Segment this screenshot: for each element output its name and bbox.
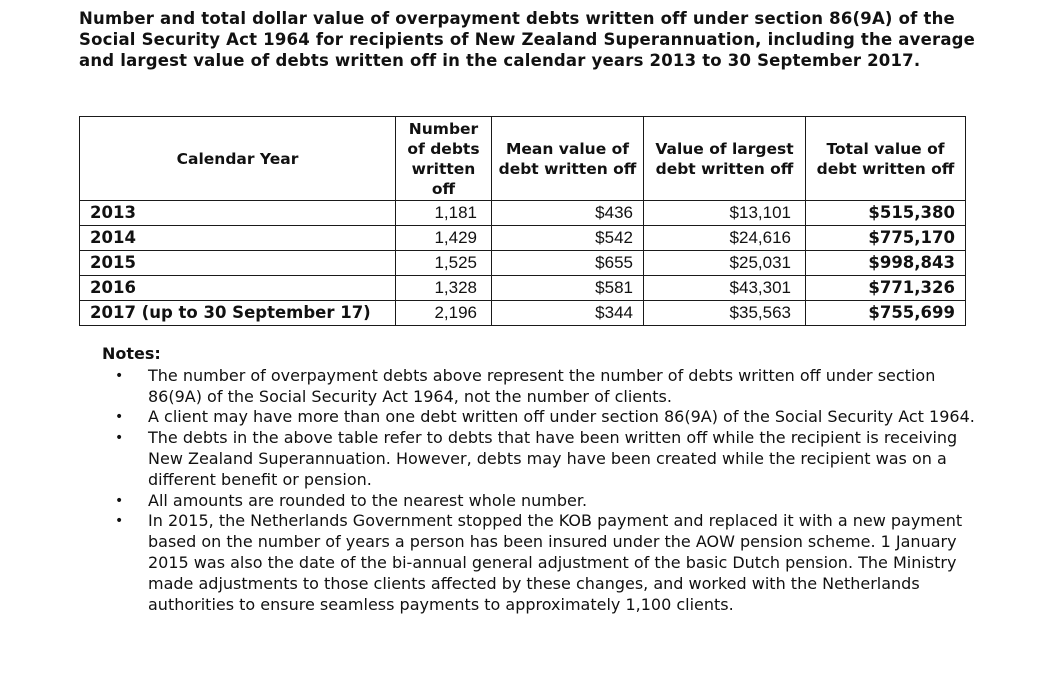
bullet-icon: • bbox=[115, 492, 124, 509]
cell-largest: $43,301 bbox=[644, 276, 806, 301]
cell-year: 2014 bbox=[80, 226, 396, 251]
cell-total: $755,699 bbox=[806, 301, 966, 326]
notes-heading: Notes: bbox=[102, 344, 161, 363]
document-title: Number and total dollar value of overpayment debts written off under section 86(9A) of the Social Security Act 1964 for recipients of New Zealand Superannuation, including the average and largest value of debts written off in the calendar years 2013 to 30 September 2017. bbox=[79, 9, 976, 70]
notes-list bbox=[102, 366, 982, 616]
note-text: The number of overpayment debts above represent the number of debts written off under section 86(9A) of the Social Security Act 1964, not the number of clients. bbox=[148, 365, 936, 406]
cell-year: 2016 bbox=[80, 276, 396, 301]
cell-mean: $542 bbox=[492, 226, 644, 251]
bullet-icon: • bbox=[115, 513, 124, 530]
cell-mean: $581 bbox=[492, 276, 644, 301]
header-largest-debt: Value of largest debt written off bbox=[644, 117, 806, 201]
cell-total: $998,843 bbox=[806, 251, 966, 276]
cell-year: 2013 bbox=[80, 201, 396, 226]
table-row bbox=[80, 201, 966, 226]
cell-number: 1,328 bbox=[396, 276, 492, 301]
cell-total: $515,380 bbox=[806, 201, 966, 226]
cell-year: 2015 bbox=[80, 251, 396, 276]
header-mean-value: Mean value of debt written off bbox=[492, 117, 644, 201]
table-header-row bbox=[80, 117, 966, 201]
cell-mean: $655 bbox=[492, 251, 644, 276]
cell-number: 1,429 bbox=[396, 226, 492, 251]
cell-number: 1,181 bbox=[396, 201, 492, 226]
note-text: The debts in the above table refer to debts that have been written off while the recipient is receiving New Zealand Superannuation. However, debts may have been created while the recipient was on a different benefit or pension. bbox=[148, 428, 958, 489]
cell-number: 2,196 bbox=[396, 301, 492, 326]
table-row bbox=[80, 226, 966, 251]
table-row bbox=[80, 251, 966, 276]
cell-year: 2017 (up to 30 September 17) bbox=[80, 301, 396, 326]
list-item bbox=[102, 511, 982, 615]
cell-largest: $13,101 bbox=[644, 201, 806, 226]
cell-total: $775,170 bbox=[806, 226, 966, 251]
cell-mean: $436 bbox=[492, 201, 644, 226]
note-text: All amounts are rounded to the nearest whole number. bbox=[148, 490, 588, 510]
list-item bbox=[102, 428, 982, 490]
header-calendar-year: Calendar Year bbox=[80, 117, 396, 201]
bullet-icon: • bbox=[115, 367, 124, 384]
table-row bbox=[80, 301, 966, 326]
cell-largest: $25,031 bbox=[644, 251, 806, 276]
bullet-icon: • bbox=[115, 409, 124, 426]
header-total-value: Total value of debt written off bbox=[806, 117, 966, 201]
cell-mean: $344 bbox=[492, 301, 644, 326]
table-row bbox=[80, 276, 966, 301]
note-text: In 2015, the Netherlands Government stopped the KOB payment and replaced it with a new payment based on the number of years a person has been insured under the AOW pension scheme. 1 January 2015 was also the date of the bi-annual general adjustment of the basic Dutch pension. The Ministry made adjustments to those clients affected by these changes, and worked with the Netherlands authorities to ensure seamless payments to approximately 1,100 clients. bbox=[148, 511, 963, 614]
cell-number: 1,525 bbox=[396, 251, 492, 276]
cell-largest: $24,616 bbox=[644, 226, 806, 251]
list-item bbox=[102, 407, 982, 428]
header-number-of-debts: Number of debts written off bbox=[396, 117, 492, 201]
cell-largest: $35,563 bbox=[644, 301, 806, 326]
bullet-icon: • bbox=[115, 430, 124, 447]
note-text: A client may have more than one debt written off under section 86(9A) of the Social Security Act 1964. bbox=[148, 407, 975, 427]
debts-table bbox=[79, 116, 966, 326]
cell-total: $771,326 bbox=[806, 276, 966, 301]
list-item bbox=[102, 366, 982, 408]
notes-section bbox=[102, 344, 982, 615]
list-item bbox=[102, 491, 982, 512]
